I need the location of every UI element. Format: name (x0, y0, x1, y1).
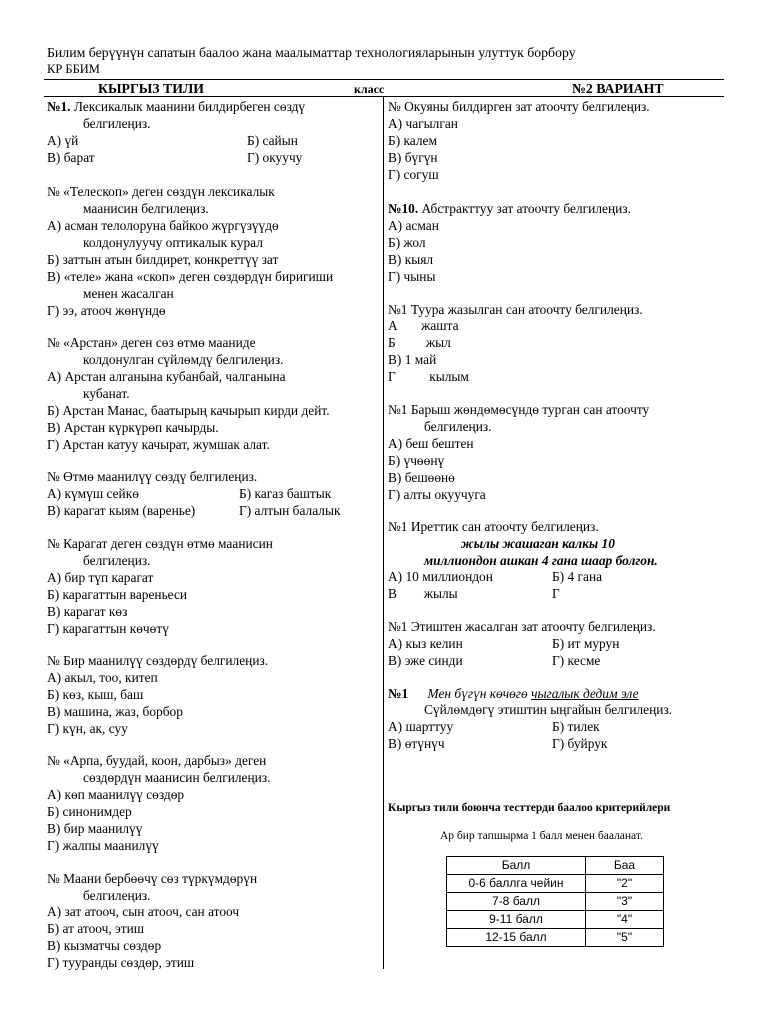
table-row (447, 875, 664, 893)
criteria-score-cell: 12-15 балл (447, 929, 586, 947)
q1-number: №1. (47, 99, 71, 114)
q2-title-cont: маанисин белгилеңиз. (83, 201, 209, 216)
q15-option-c[interactable]: В) өтүнүч (388, 736, 445, 751)
q3-title-cont: колдонулган сүйлөмдү белгилеңиз. (83, 352, 284, 367)
criteria-score-cell: 9-11 балл (447, 911, 586, 929)
q8-option-a[interactable]: А) зат атооч, сын атооч, сан атооч (47, 904, 240, 919)
q3-option-a[interactable]: А) Арстан алганына кубанбай, чалганына (47, 369, 286, 384)
q4-option-d[interactable]: Г) алтын балалык (239, 503, 341, 518)
criteria-title: Кыргыз тили боюнча тесттерди баалоо критерийлери (388, 802, 671, 814)
q7-option-a[interactable]: А) көп маанилүү сөздөр (47, 787, 185, 802)
criteria-note: Ар бир тапшырма 1 балл менен бааланат. (440, 830, 643, 842)
q11-option-c[interactable]: В) 1 май (388, 352, 437, 367)
variant-label: №2 ВАРИАНТ (572, 81, 664, 96)
criteria-grade-cell: "3" (586, 893, 664, 911)
q9-option-a[interactable]: А) чагылган (388, 116, 458, 131)
q2-option-a[interactable]: А) асман телолоруна байкоо жүргүзүүдө (47, 218, 279, 233)
q6-option-d[interactable]: Г) күн, ак, суу (47, 721, 128, 736)
q15-number: №1 (388, 686, 409, 701)
q6-option-c[interactable]: В) машина, жаз, борбор (47, 704, 183, 719)
criteria-score-cell: 7-8 балл (447, 893, 586, 911)
q5-title: № Карагат деген сөздүн өтмө маанисин (47, 536, 273, 551)
criteria-table (446, 856, 664, 947)
q9-option-c[interactable]: В) бүгүн (388, 150, 438, 165)
q7-option-d[interactable]: Г) жалпы маанилүү (47, 838, 159, 853)
q15-option-a[interactable]: А) шарттуу (388, 719, 454, 734)
q11-option-b[interactable]: Б жыл (388, 335, 451, 350)
subject-title: КЫРГЫЗ ТИЛИ (98, 81, 204, 96)
q4-option-b[interactable]: Б) кагаз баштык (239, 486, 332, 501)
q12-title: №1 Барыш жөндөмөсүндө турган сан атоочту (388, 402, 650, 417)
q11-title: №1 Туура жазылган сан атоочту белгилеңиз. (388, 302, 643, 317)
q3-option-d[interactable]: Г) Арстан катуу качырат, жумшак алат. (47, 437, 270, 452)
q2-option-c[interactable]: В) «теле» жана «скоп» деген сөздөрдүн биригиши (47, 269, 334, 284)
q15-title (388, 685, 639, 702)
q15-underlined-verb: чыгалык дедим эле (531, 686, 639, 701)
q1-option-c[interactable]: В) барат (47, 150, 95, 165)
q13-sentence-line2: миллиондон ашкан 4 гана шаар болгон. (424, 553, 658, 568)
q10-option-a[interactable]: А) асман (388, 218, 439, 233)
q13-option-a[interactable]: А) 10 миллиондон (388, 569, 493, 584)
q5-option-b[interactable]: Б) карагаттын вареньеси (47, 587, 188, 602)
q9-option-d[interactable]: Г) согуш (388, 167, 439, 182)
q8-option-c[interactable]: В) кызматчы сөздөр (47, 938, 162, 953)
q14-title: №1 Этиштен жасалган зат атоочту белгилеңиз. (388, 619, 656, 634)
criteria-header-grade: Баа (586, 857, 664, 875)
q9-option-b[interactable]: Б) калем (388, 133, 437, 148)
q10-option-d[interactable]: Г) чыны (388, 269, 436, 284)
q7-title-cont: сөздөрдүн маанисин белгилеңиз. (83, 770, 271, 785)
q10-title: №10. Абстракттуу зат атоочту белгилеңиз. (388, 201, 631, 216)
q7-title: № «Арпа, буудай, коон, дарбыз» деген (47, 753, 267, 768)
q11-option-a[interactable]: А жашта (388, 318, 459, 333)
q6-option-b[interactable]: Б) көз, кыш, баш (47, 687, 144, 702)
q14-option-a[interactable]: А) кыз келин (388, 636, 463, 651)
q2-option-b[interactable]: Б) заттын атын билдирет, конкреттүү зат (47, 252, 279, 267)
q9-title: № Окуяны билдирген зат атоочту белгилеңиз. (388, 99, 650, 114)
header-bottom-rule (44, 96, 724, 97)
q14-option-b[interactable]: Б) ит мурун (552, 636, 620, 651)
q5-option-a[interactable]: А) бир түп карагат (47, 570, 154, 585)
criteria-header-row (447, 857, 664, 875)
q12-title-cont: белгилеңиз. (424, 419, 492, 434)
criteria-grade-cell: "5" (586, 929, 664, 947)
q13-option-d[interactable]: Г (552, 586, 560, 601)
q15-option-b[interactable]: Б) тилек (552, 719, 600, 734)
criteria-grade-cell: "4" (586, 911, 664, 929)
q13-option-b[interactable]: Б) 4 гана (552, 569, 603, 584)
table-row (447, 911, 664, 929)
q12-option-d[interactable]: Г) алты окуучуга (388, 487, 486, 502)
q2-option-a-cont: колдонулуучу оптикалык курал (83, 235, 263, 250)
q1-option-b[interactable]: Б) сайын (247, 133, 298, 148)
q10-number: №10. (388, 201, 419, 216)
q15-sentence: Мен бүгүн көчөгө (427, 686, 532, 701)
q10-option-c[interactable]: В) кыял (388, 252, 434, 267)
q7-option-c[interactable]: В) бир маанилүү (47, 821, 143, 836)
table-row (447, 893, 664, 911)
q12-option-b[interactable]: Б) үчөөнү (388, 453, 445, 468)
q3-option-b[interactable]: Б) Арстан Манас, баатырың качырып кирди дейт. (47, 403, 330, 418)
q3-option-a-cont: кубанат. (83, 386, 130, 401)
q15-title-cont: Сүйлөмдөгү этиштин ыңгайын белгилеңиз. (424, 702, 673, 717)
q1-title-cont: белгилеңиз. (83, 116, 151, 131)
q6-option-a[interactable]: А) акыл, тоо, китеп (47, 670, 158, 685)
q2-option-d[interactable]: Г) ээ, атооч жөнүндө (47, 303, 166, 318)
q5-option-c[interactable]: В) карагат көз (47, 604, 128, 619)
q2-title: № «Телескоп» деген сөздүн лексикалык (47, 184, 275, 199)
q15-option-d[interactable]: Г) буйрук (552, 736, 608, 751)
q5-option-d[interactable]: Г) карагаттын көчөтү (47, 621, 169, 636)
q14-option-d[interactable]: Г) кесме (552, 653, 601, 668)
q4-title: № Өтмө маанилүү сөздү белгилеңиз. (47, 469, 258, 484)
q3-option-c[interactable]: В) Арстан күркүрөп качырды. (47, 420, 219, 435)
q4-option-c[interactable]: В) карагат кыям (варенье) (47, 503, 196, 518)
class-label: класс (354, 82, 385, 96)
q6-title: № Бир маанилүү сөздөрдү белгилеңиз. (47, 653, 269, 668)
q12-option-c[interactable]: В) бешөөнө (388, 470, 455, 485)
q13-title: №1 Иреттик сан атоочту белгилеңиз. (388, 519, 599, 534)
q8-option-d[interactable]: Г) тууранды сөздөр, этиш (47, 955, 195, 970)
q13-option-c[interactable]: В жылы (388, 586, 458, 601)
table-row (447, 929, 664, 947)
q7-option-b[interactable]: Б) синонимдер (47, 804, 132, 819)
q1-option-a[interactable]: А) үй (47, 133, 79, 148)
q13-sentence-line1: жылы жашаган калкы 10 (461, 536, 615, 551)
q12-option-a[interactable]: А) беш бештен (388, 436, 474, 451)
criteria-grade-cell: "2" (586, 875, 664, 893)
column-divider (383, 96, 384, 969)
q5-title-cont: белгилеңиз. (83, 553, 151, 568)
q4-option-a[interactable]: А) күмүш сейкө (47, 486, 139, 501)
q1-title: №1. Лексикалык маанини билдирбеген сөздү (47, 99, 306, 114)
q10-option-b[interactable]: Б) жол (388, 235, 426, 250)
org-abbrev: КР ББИМ (47, 62, 100, 76)
criteria-score-cell: 0-6 баллга чейин (447, 875, 586, 893)
q2-option-c-cont: менен жасалган (83, 286, 174, 301)
criteria-header-score: Балл (447, 857, 586, 875)
q1-option-d[interactable]: Г) окуучу (247, 150, 303, 165)
q8-option-b[interactable]: Б) ат атооч, этиш (47, 921, 145, 936)
q8-title: № Маани бербөөчү сөз түркүмдөрүн (47, 871, 258, 886)
q8-title-cont: белгилеңиз. (83, 888, 151, 903)
org-title: Билим берүүнүн сапатын баалоо жана маалыматтар технологияларынын улуттук борбору (47, 45, 576, 60)
q11-option-d[interactable]: Г кылым (388, 369, 469, 384)
q3-title: № «Арстан» деген сөз өтмө мааниде (47, 335, 256, 350)
q14-option-c[interactable]: В) эже синди (388, 653, 463, 668)
